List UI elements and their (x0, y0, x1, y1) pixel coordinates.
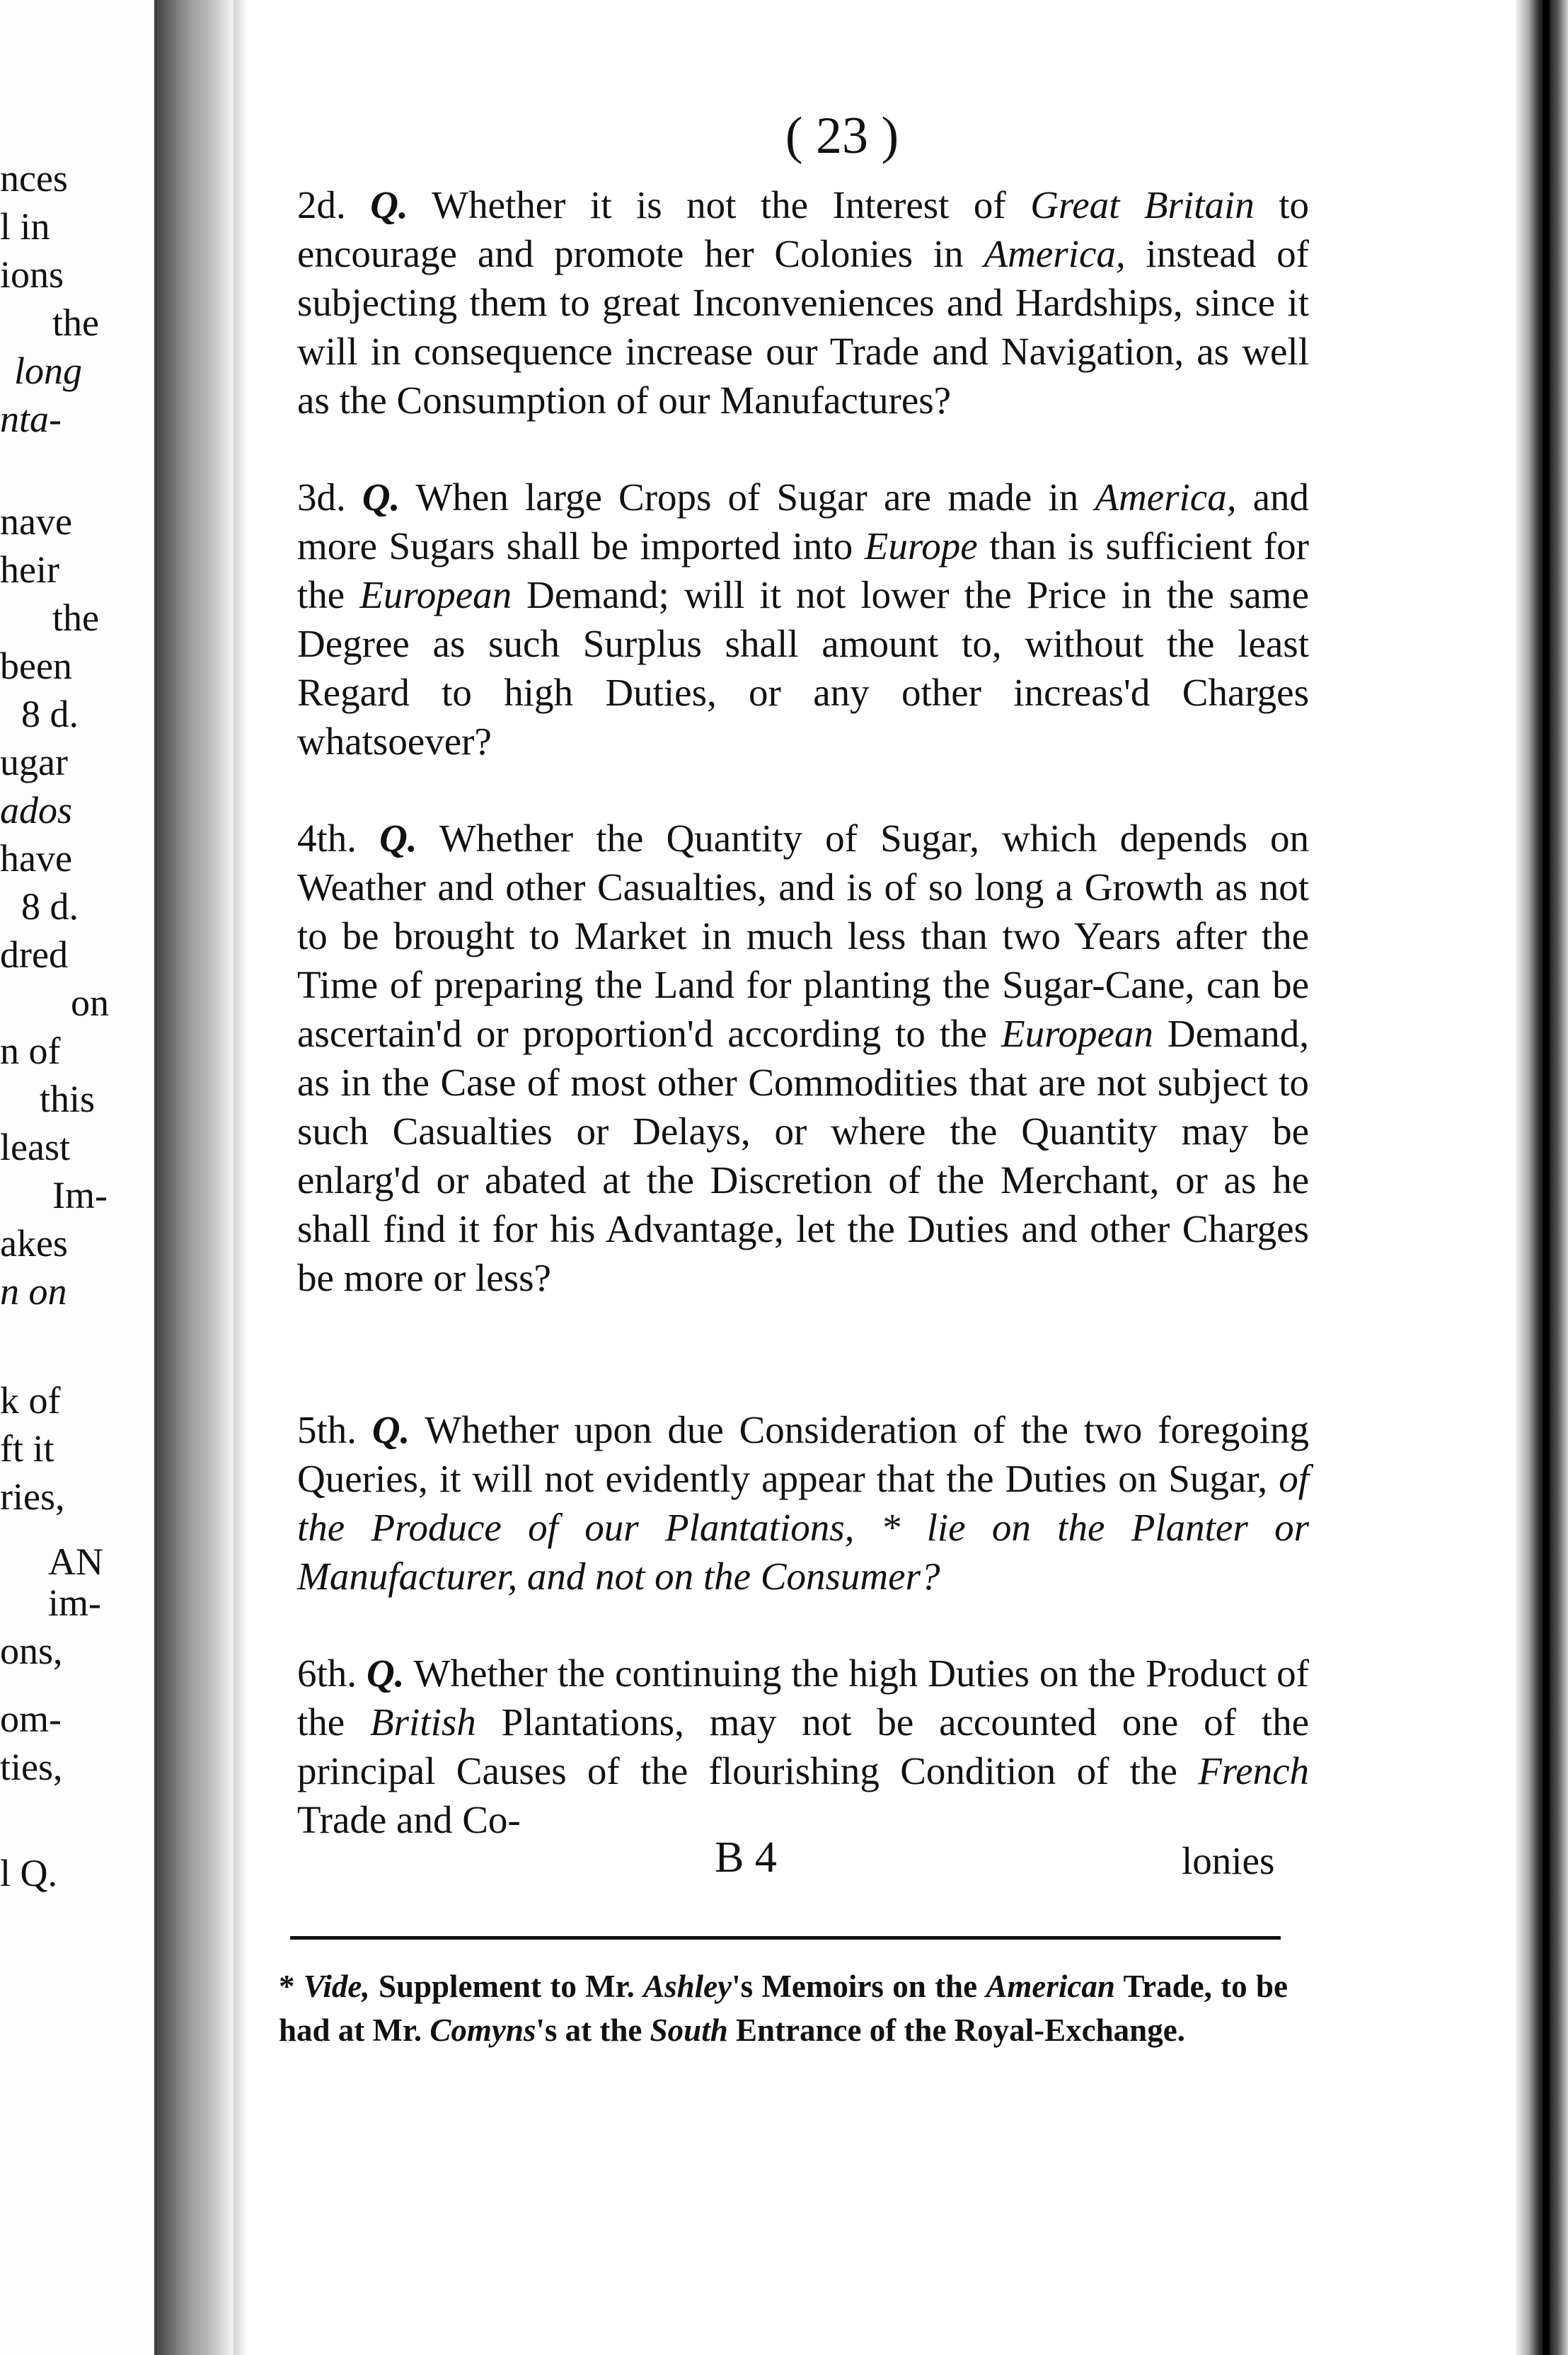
left-page-text-fragment: dred (0, 933, 68, 976)
left-page-text-fragment: nces (0, 157, 68, 200)
footnote-rule (290, 1936, 1281, 1940)
italic-text: French (1198, 1749, 1309, 1792)
left-page-text-fragment: long (14, 350, 83, 392)
book-gutter (154, 0, 234, 2355)
left-page-text-fragment: heir (0, 548, 59, 591)
left-page-text-fragment: im- (48, 1582, 101, 1624)
italic-text: European (359, 573, 512, 616)
text-run: 4th. (297, 817, 380, 860)
left-page-text-fragment: ions (0, 253, 64, 296)
left-page-text-fragment: l Q. (0, 1852, 57, 1894)
left-page-text-fragment: 8 d. (21, 885, 79, 928)
italic-text: American (986, 1969, 1115, 2004)
left-page-text-fragment: Im- (52, 1174, 108, 1216)
italic-text: Comyns (430, 2013, 536, 2048)
left-page-text-fragment: least (0, 1126, 70, 1168)
text-run: 2d. (297, 183, 371, 226)
text-run: Supplement to Mr. (369, 1969, 644, 2004)
left-page-text-fragment: ties, (0, 1746, 63, 1788)
left-page-text-fragment: akes (0, 1222, 68, 1265)
text-run: 's at the (536, 2013, 650, 2048)
left-page-text-fragment: this (40, 1078, 96, 1120)
text-run: 5th. (297, 1408, 372, 1451)
text-run: Whether it is not the Interest of (408, 183, 1031, 226)
left-page-fragment (0, 0, 154, 2355)
text-run: Trade, to be had at Mr. (279, 1969, 1289, 2048)
footnote (279, 1964, 1288, 2052)
main-page (248, 0, 1516, 2355)
left-page-text-fragment: ries, (0, 1475, 65, 1518)
text-run: Whether upon due Consideration of the two foregoing Queries, it will not evidently appear that the Duties on Sugar, (297, 1408, 1309, 1500)
italic-text: European (1001, 1012, 1153, 1055)
left-page-text-fragment: n of (0, 1030, 61, 1072)
text-run: Demand, as in the Case of most other Commodities that are not subject to such Casualties or Delays, or where the Quantity may be enlarg'd or abated at the Discretion of the Merchant, or as he shall find it for his Advantage, let the Duties and other Charges be more or less? (297, 1012, 1309, 1299)
left-page-text-fragment: n on (0, 1270, 67, 1313)
text-run: Whether the continuing the high Duties on the Product of the (297, 1652, 1310, 1744)
text-run: and more Sugars shall be imported into (297, 476, 1309, 568)
italic-text: Europe (864, 524, 978, 568)
query-mark: Q. (367, 1652, 405, 1695)
page-shadow (234, 0, 248, 2355)
query-mark: Q. (379, 817, 417, 860)
italic-text: Ashley (643, 1969, 732, 2004)
signature-mark: B 4 (715, 1833, 777, 1882)
left-page-text-fragment: 8 d. (21, 693, 79, 735)
left-page-text-fragment: on (71, 981, 109, 1024)
left-page-text-fragment: have (0, 837, 72, 880)
right-page-edge (1516, 0, 1568, 2355)
left-page-text-fragment: AN (48, 1541, 103, 1583)
left-page-text-fragment: ft it (0, 1427, 54, 1470)
catchword: lonies (1182, 1839, 1275, 1882)
left-page-text-fragment: ons, (0, 1630, 63, 1672)
italic-text: Vide, (303, 1969, 370, 2004)
left-page-text-fragment: nave (0, 500, 72, 543)
text-run: When large Crops of Sugar are made in (400, 476, 1095, 519)
italic-text: America, (1095, 476, 1237, 519)
query-paragraph (297, 473, 1309, 766)
query-mark: Q. (362, 476, 400, 519)
query-paragraph (297, 1405, 1309, 1601)
query-paragraph (297, 814, 1309, 1302)
left-page-text-fragment: the (52, 301, 99, 344)
text-run: Entrance of the Royal-Exchange. (727, 2013, 1185, 2048)
text-run: 6th. (297, 1652, 367, 1695)
italic-text: South (650, 2013, 728, 2048)
italic-text: Great Britain (1030, 183, 1255, 226)
left-page-text-fragment: l in (0, 205, 50, 248)
italic-text: British (370, 1700, 476, 1744)
left-page-text-fragment: nta- (0, 398, 62, 440)
left-page-text-fragment: the (52, 597, 99, 639)
text-run: * (279, 1969, 304, 2004)
text-run: Whether the Quantity of Sugar, which depends on Weather and other Casualties, and is of so long a Growth as not to be brought to Market in much less than two Years after the Time of preparing the Land for planting the Sugar-Cane, can be ascertain'd or proportion'd according to the (297, 817, 1310, 1055)
text-run: Demand; will it not lower the Price in the same Degree as such Surplus shall amount to, without the least Regard to high Duties, or any other increas'd Charges whatsoever? (297, 573, 1309, 763)
text-run: than is sufficient for the (297, 524, 1309, 616)
left-page-text-fragment: been (0, 645, 72, 687)
query-mark: Q. (370, 183, 408, 226)
left-page-text-fragment: om- (0, 1698, 62, 1740)
text-run: instead of subjecting them to great Inconveniences and Hardships, since it will in consequence increase our Trade and Navigation, as well as the Consumption of our Manufactures? (297, 232, 1309, 422)
italic-text: America, (984, 232, 1126, 275)
query-paragraph (297, 180, 1309, 425)
text-run: Trade and Co- (297, 1798, 521, 1841)
query-mark: Q. (371, 1408, 410, 1451)
text-run: 's Memoirs on the (732, 1969, 986, 2004)
left-page-text-fragment: k of (0, 1379, 61, 1422)
query-paragraph (297, 1649, 1309, 1844)
left-page-text-fragment: ados (0, 789, 73, 831)
text-run: Plantations, may not be accounted one of the principal Causes of the flourishing Condition of the (297, 1700, 1309, 1792)
page-number: ( 23 ) (785, 107, 899, 165)
text-run: 3d. (297, 476, 362, 519)
left-page-text-fragment: ugar (0, 741, 68, 783)
italic-text: of the Produce of our Plantations, * lie on the Planter or Manufacturer, and not on the Consumer? (297, 1457, 1309, 1598)
text-run: to encourage and promote her Colonies in (297, 183, 1310, 275)
